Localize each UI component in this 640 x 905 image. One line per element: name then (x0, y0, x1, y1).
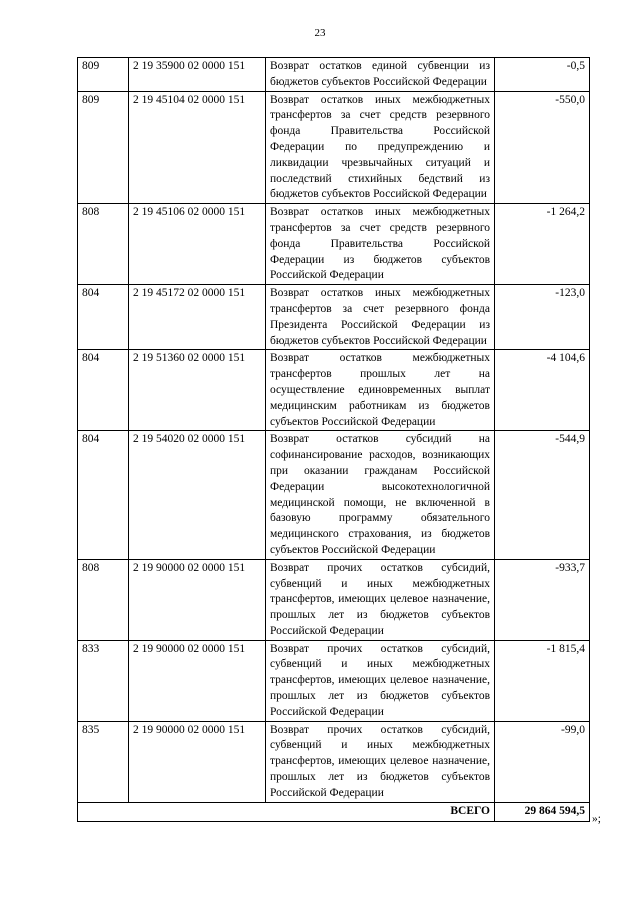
total-row (78, 802, 590, 821)
kbk-code-cell: 2 19 45106 02 0000 151 (129, 204, 266, 285)
revenue-name-cell: Возврат остатков иных межбюджетных трансфертов за счет резервного фонда Президента Российской Федерации из бюджетов субъектов Российской Федерации (266, 285, 495, 350)
total-label: ВСЕГО (78, 802, 495, 821)
admin-code-cell: 808 (78, 559, 129, 640)
amount-cell: -123,0 (495, 285, 590, 350)
table-body (78, 58, 590, 822)
budget-table (77, 57, 590, 822)
table-row (78, 431, 590, 559)
kbk-code-cell: 2 19 45104 02 0000 151 (129, 91, 266, 204)
amount-cell: -99,0 (495, 721, 590, 802)
kbk-code-cell: 2 19 54020 02 0000 151 (129, 431, 266, 559)
admin-code-cell: 833 (78, 640, 129, 721)
amount-cell: -550,0 (495, 91, 590, 204)
revenue-name-cell: Возврат остатков иных межбюджетных трансфертов за счет средств резервного фонда Правительства Российской Федерации по предупреждению и ликвидации чрезвычайных ситуаций и последствий стихийных бедствий из бюджетов субъектов Российской Федерации (266, 91, 495, 204)
kbk-code-cell: 2 19 51360 02 0000 151 (129, 350, 266, 431)
admin-code-cell: 804 (78, 285, 129, 350)
admin-code-cell: 809 (78, 58, 129, 92)
amount-cell: -933,7 (495, 559, 590, 640)
kbk-code-cell: 2 19 35900 02 0000 151 (129, 58, 266, 92)
revenue-name-cell: Возврат прочих остатков субсидий, субвенций и иных межбюджетных трансфертов, имеющих целевое назначение, прошлых лет из бюджетов субъектов Российской Федерации (266, 559, 495, 640)
total-amount: 29 864 594,5 (495, 802, 590, 821)
revenue-name-cell: Возврат прочих остатков субсидий, субвенций и иных межбюджетных трансфертов, имеющих целевое назначение, прошлых лет из бюджетов субъектов Российской Федерации (266, 640, 495, 721)
table-row (78, 58, 590, 92)
revenue-name-cell: Возврат остатков межбюджетных трансфертов прошлых лет на осуществление единовременных выплат медицинским работникам из бюджетов субъектов Российской Федерации (266, 350, 495, 431)
revenue-name-cell: Возврат остатков субсидий на софинансирование расходов, возникающих при оказании гражданам Российской Федерации высокотехнологичной медицинской помощи, не включенной в базовую программу обязательного медицинского страхования, из бюджетов субъектов Российской Федерации (266, 431, 495, 559)
admin-code-cell: 804 (78, 350, 129, 431)
table-row (78, 640, 590, 721)
revenue-name-cell: Возврат остатков единой субвенции из бюджетов субъектов Российской Федерации (266, 58, 495, 92)
amount-cell: -0,5 (495, 58, 590, 92)
amount-cell: -544,9 (495, 431, 590, 559)
kbk-code-cell: 2 19 90000 02 0000 151 (129, 721, 266, 802)
kbk-code-cell: 2 19 90000 02 0000 151 (129, 559, 266, 640)
table-row (78, 559, 590, 640)
revenue-name-cell: Возврат остатков иных межбюджетных трансфертов за счет средств резервного фонда Правительства Российской Федерации из бюджетов субъектов Российской Федерации (266, 204, 495, 285)
closing-quote-mark: »; (592, 813, 601, 825)
table-row (78, 91, 590, 204)
kbk-code-cell: 2 19 45172 02 0000 151 (129, 285, 266, 350)
amount-cell: -4 104,6 (495, 350, 590, 431)
table-row (78, 721, 590, 802)
page-number: 23 (314, 27, 326, 39)
amount-cell: -1 264,2 (495, 204, 590, 285)
admin-code-cell: 804 (78, 431, 129, 559)
table-row (78, 285, 590, 350)
admin-code-cell: 809 (78, 91, 129, 204)
revenue-name-cell: Возврат прочих остатков субсидий, субвенций и иных межбюджетных трансфертов, имеющих целевое назначение, прошлых лет из бюджетов субъектов Российской Федерации (266, 721, 495, 802)
table-row (78, 204, 590, 285)
table-row (78, 350, 590, 431)
admin-code-cell: 835 (78, 721, 129, 802)
admin-code-cell: 808 (78, 204, 129, 285)
amount-cell: -1 815,4 (495, 640, 590, 721)
kbk-code-cell: 2 19 90000 02 0000 151 (129, 640, 266, 721)
